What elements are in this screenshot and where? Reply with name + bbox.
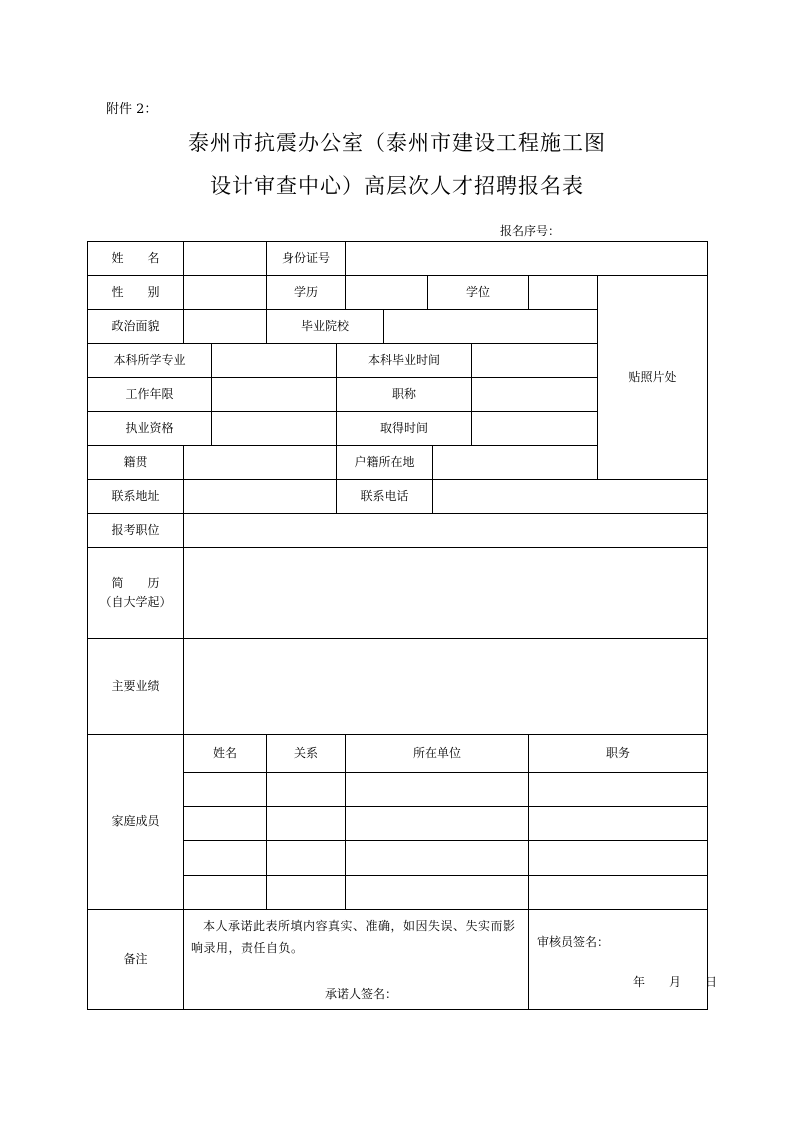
phone-label: 联系电话 — [360, 488, 409, 503]
license-label: 执业资格 — [125, 420, 174, 435]
gender-label: 性 别 — [111, 284, 160, 299]
family-col-employer: 所在单位 — [412, 745, 461, 760]
address-label: 联系地址 — [111, 488, 160, 503]
name-label: 姓 名 — [111, 250, 160, 265]
applied-position-label: 报考职位 — [111, 522, 160, 537]
family-col-name: 姓名 — [212, 745, 237, 760]
reviewer-signature-label: 审核员签名： — [537, 935, 610, 949]
obtained-time-label: 取得时间 — [379, 420, 428, 435]
pledge-signature-label: 承诺人签名： — [325, 987, 398, 1001]
serial-number-label: 报名序号： — [500, 224, 561, 238]
id-number-label: 身份证号 — [281, 250, 330, 265]
undergrad-major-label: 本科所学专业 — [113, 352, 186, 367]
form-title-line-2: 设计审查中心）高层次人才招聘报名表 — [210, 174, 584, 198]
title-rank-label: 职称 — [391, 386, 416, 401]
date-label: 年 月 日 — [633, 975, 718, 989]
resume-label-block — [88, 548, 183, 638]
family-label: 家庭成员 — [111, 814, 160, 829]
achievements-label: 主要业绩 — [111, 678, 160, 693]
undergrad-grad-time-label: 本科毕业时间 — [367, 352, 440, 367]
remarks-label: 备注 — [123, 951, 148, 966]
form-title-line-1: 泰州市抗震办公室（泰州市建设工程施工图 — [188, 131, 606, 155]
degree-label: 学位 — [465, 284, 490, 299]
resume-note: （自大学起） — [99, 595, 172, 609]
household-location-label: 户籍所在地 — [354, 454, 415, 469]
work-years-label: 工作年限 — [125, 386, 174, 401]
attachment-label: 附件 2： — [106, 102, 158, 117]
photo-area-label: 贴照片处 — [628, 369, 677, 384]
political-status-label: 政治面貌 — [111, 318, 160, 333]
family-col-relation: 关系 — [293, 745, 318, 760]
family-col-position: 职务 — [605, 745, 630, 760]
native-place-label: 籍贯 — [123, 454, 148, 469]
education-label: 学历 — [293, 284, 318, 299]
resume-label: 简 历 — [111, 575, 160, 590]
graduate-school-label: 毕业院校 — [300, 318, 349, 333]
pledge-text: 本人承诺此表所填内容真实、准确，如因失误、失实而影响录用，责任自负。 — [191, 919, 516, 955]
